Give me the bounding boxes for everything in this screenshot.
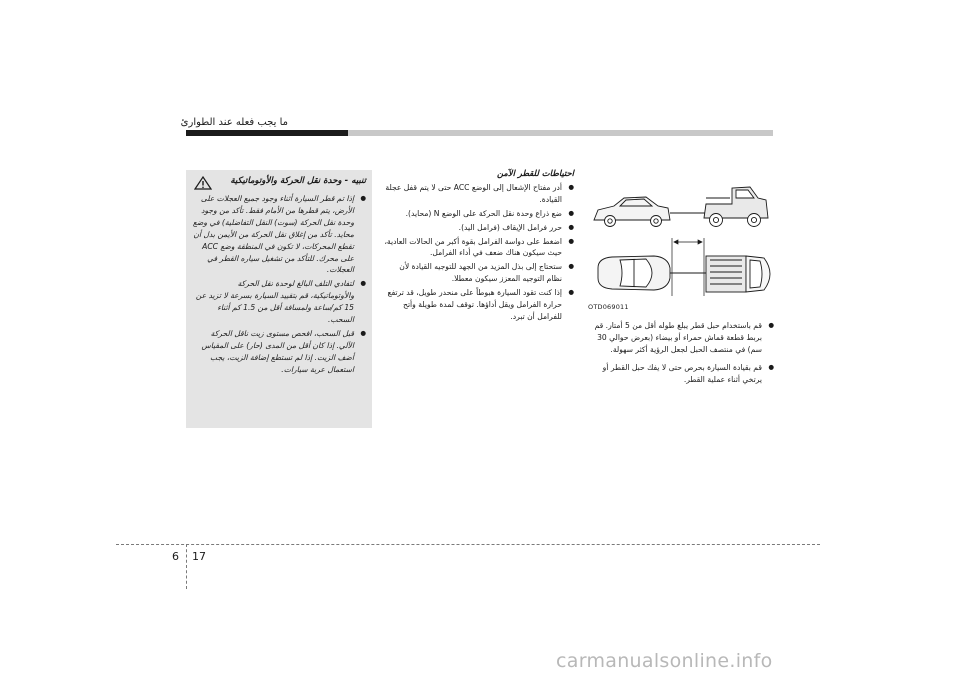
warning-triangle-icon [194,176,212,190]
top-view-truck [706,256,770,292]
section-number: 6 [172,550,179,563]
rope-instructions-column [588,320,774,392]
precaution-item: ● حرر فرامل الإيقاف (فرامل اليد). [384,222,574,234]
warning-item: ● إذا تم قطر السيارة أثناء وجود جميع العجلات على الأرض، يتم قطرها من الأمام فقط. تأكد من وجود وحدة نقل الحركة (سوت) النقل التفاضلية) في وضع محايد. تأكد من إغلاق نقل الحركة من الأيمن بدل أن تقطع المحركات، لا تكون في المنطقة وضع ACC على محرك. للتأكد من تشغيل سياره القطر في العجلات. [192,193,366,276]
warning-item: ● لتفادي التلف البالغ لوحدة نقل الحركة والأوتوماتيكية، قم بتقييد السيارة بسرعة لا تزيد عن 15 كم/ساعة ولمسافة أقل من 1.5 كم أثناء السحب. [192,278,366,326]
precaution-item: ● ضع ذراع وحدة نقل الحركة على الوضع N (محايد). [384,208,574,220]
precaution-item: ● إذا كنت تقود السيارة هبوطاً على منحدر طويل، قد ترتفع حرارة الفرامل ويقل أداؤها. توقف لمدة طويلة وأتح للفرامل أن تبرد. [384,287,574,323]
precautions-column [384,168,574,325]
precautions-title: احتياطات للقطر الآمن [496,168,574,178]
warning-box [186,170,372,428]
precautions-list [384,182,574,323]
warning-title: تنبيه - وحدة نقل الحركة والأوتوماتيكية [230,176,366,186]
warning-content [192,176,366,378]
distance-marker [672,238,704,296]
precaution-item: ● اضغط على دواسة الفرامل بقوة أكبر من الحالات العادية، حيث سيكون هناك ضعف في أداء الفرامل. [384,236,574,260]
warning-title-row [192,176,366,190]
footer-divider [116,544,820,545]
rope-instruction-item: ● قم بقيادة السيارة بحرص حتى لا يفك حبل القطر أو يرتخي أثناء عملية القطر. [588,362,774,386]
figure-caption: OTD069011 [588,303,629,311]
rope-instructions-list [588,320,774,386]
header-bar-dark [186,130,348,136]
top-view-sedan [598,256,670,290]
side-view-truck [704,187,768,227]
header-bar-grey [348,130,773,136]
warning-list [192,193,366,376]
page-number: 17 [192,550,206,563]
side-view-sedan [594,197,670,227]
rope-instruction-item: ● قم باستخدام حبل قطر يبلغ طوله أقل من 5 أمتار. قم بربط قطعة قماش حمراء أو بيضاء (بعرض حوالي 30 سم) في منتصف الحبل لجعل الرؤية أكثر سهولة. [588,320,774,356]
warning-item: ● قبل السحب، افحص مستوى زيت ناقل الحركة الآلي. إذا كان أقل من المدى (حار) على المقياس أضف الزيت. إذا لم تستطع إضافة الزيت، يجب استعمال عربة سيارات. [192,328,366,376]
watermark: carmanualsonline.info [556,650,773,672]
header-title: ما يجب فعله عند الطوارئ [180,117,288,128]
precaution-item: ● أدر مفتاح الإشعال إلى الوضع ACC حتى لا يتم قفل عجلة القيادة. [384,182,574,206]
towing-illustration [588,176,774,308]
footer-vertical-divider [186,544,187,589]
precaution-item: ● ستحتاج إلى بذل المزيد من الجهد للتوجيه القيادة لأن نظام التوجيه المعزز سيكون معطلا. [384,261,574,285]
